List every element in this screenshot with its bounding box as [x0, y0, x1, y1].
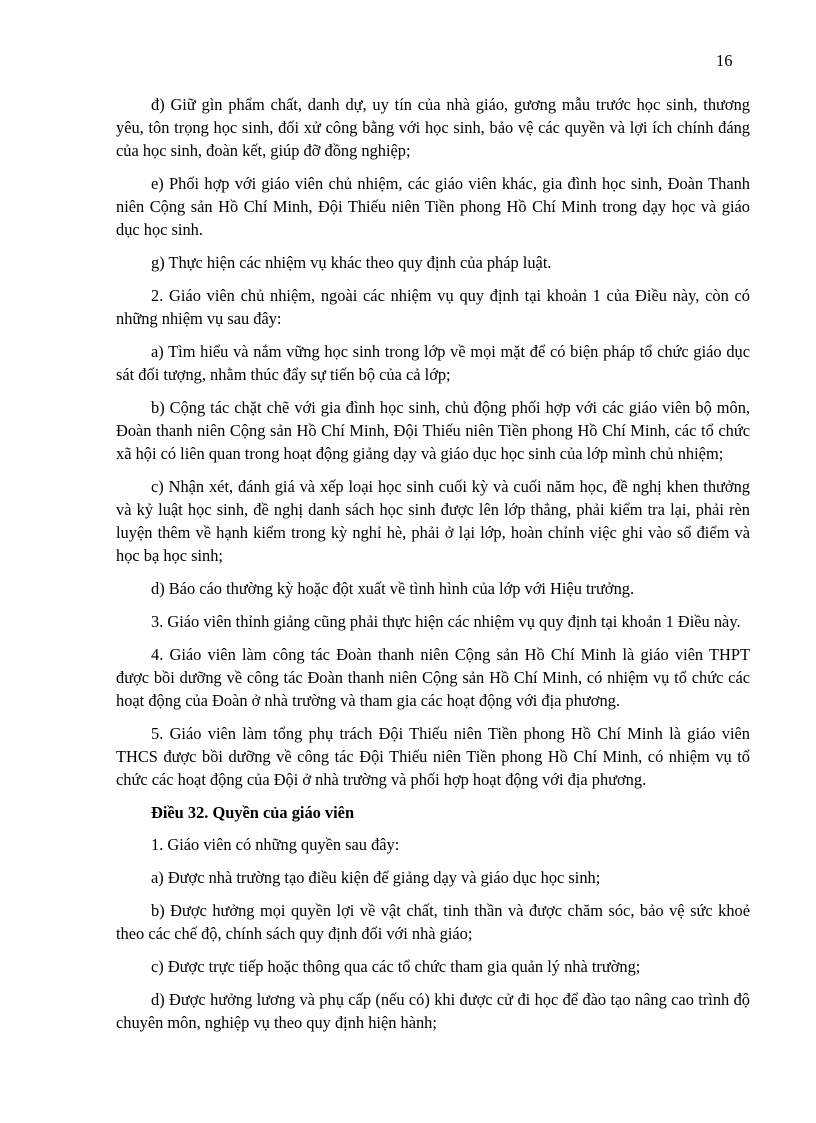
page-number: 16: [716, 51, 733, 70]
paragraph-2-homeroom-teacher: 2. Giáo viên chủ nhiệm, ngoài các nhiệm vụ quy định tại khoản 1 của Điều này, còn có những nhiệm vụ sau đây:: [116, 286, 750, 328]
paragraph-2b: b) Cộng tác chặt chẽ với gia đình học sinh, chủ động phối hợp với các giáo viên bộ môn, Đoàn thanh niên Cộng sản Hồ Chí Minh, Đội Thiếu niên Tiền phong Hồ Chí Minh, các tổ chức xã hội có liên quan trong hoạt động giảng dạy và giáo dục học sinh của lớp mình chủ nhiệm;: [116, 398, 750, 463]
paragraph-2c: c) Nhận xét, đánh giá và xếp loại học sinh cuối kỳ và cuối năm học, đề nghị khen thưởng và kỷ luật học sinh, đề nghị danh sách học sinh được lên lớp thẳng, phải kiểm tra lại, phải rèn luyện thêm về hạnh kiểm trong kỳ nghỉ hè, phải ở lại lớp, hoàn chỉnh việc ghi vào sổ điểm và học bạ học sinh;: [116, 477, 750, 565]
paragraph-4-youth-union-teacher: 4. Giáo viên làm công tác Đoàn thanh niên Cộng sản Hồ Chí Minh là giáo viên THPT được bồi dưỡng về công tác Đoàn thanh niên Cộng sản Hồ Chí Minh, có nhiệm vụ tổ chức các hoạt động của Đoàn ở nhà trường và tham gia các hoạt động với địa phương.: [116, 645, 750, 710]
paragraph-d-uphold-dignity: đ) Giữ gìn phẩm chất, danh dự, uy tín của nhà giáo, gương mẫu trước học sinh, thương yêu, tôn trọng học sinh, đối xử công bằng với học sinh, bảo vệ các quyền và lợi ích chính đáng của học sinh, đoàn kết, giúp đỡ đồng nghiệp;: [116, 95, 750, 160]
paragraph-g-other-duties: g) Thực hiện các nhiệm vụ khác theo quy định của pháp luật.: [151, 253, 552, 272]
paragraph-32-1c: c) Được trực tiếp hoặc thông qua các tổ chức tham gia quản lý nhà trường;: [151, 957, 641, 976]
paragraph-32-1b: b) Được hưởng mọi quyền lợi về vật chất, tinh thần và được chăm sóc, bảo vệ sức khoẻ theo các chế độ, chính sách quy định đối với nhà giáo;: [116, 901, 750, 943]
article-32-heading: Điều 32. Quyền của giáo viên: [151, 803, 355, 822]
paragraph-5-pioneer-leader: 5. Giáo viên làm tổng phụ trách Đội Thiếu niên Tiền phong Hồ Chí Minh là giáo viên THCS được bồi dưỡng về công tác Đội Thiếu niên Tiền phong Hồ Chí Minh, có nhiệm vụ tổ chức các hoạt động của Đội ở nhà trường và phối hợp hoạt động với địa phương.: [116, 724, 750, 789]
paragraph-3-visiting-teacher: 3. Giáo viên thỉnh giảng cũng phải thực hiện các nhiệm vụ quy định tại khoản 1 Điều này.: [151, 612, 741, 631]
paragraph-32-1: 1. Giáo viên có những quyền sau đây:: [151, 835, 400, 854]
paragraph-e-coordinate: e) Phối hợp với giáo viên chủ nhiệm, các giáo viên khác, gia đình học sinh, Đoàn Thanh niên Cộng sản Hồ Chí Minh, Đội Thiếu niên Tiền phong Hồ Chí Minh trong dạy học và giáo dục học sinh.: [116, 174, 750, 239]
paragraph-2d: d) Báo cáo thường kỳ hoặc đột xuất về tình hình của lớp với Hiệu trưởng.: [151, 579, 635, 598]
document-body: [116, 93, 750, 1044]
paragraph-32-1a: a) Được nhà trường tạo điều kiện để giảng dạy và giáo dục học sinh;: [151, 868, 601, 887]
paragraph-2a: a) Tìm hiểu và nắm vững học sinh trong lớp về mọi mặt để có biện pháp tổ chức giáo dục sát đối tượng, nhằm thúc đẩy sự tiến bộ của cả lớp;: [116, 342, 750, 384]
paragraph-32-1d: d) Được hưởng lương và phụ cấp (nếu có) khi được cử đi học để đào tạo nâng cao trình độ chuyên môn, nghiệp vụ theo quy định hiện hành;: [116, 990, 750, 1032]
